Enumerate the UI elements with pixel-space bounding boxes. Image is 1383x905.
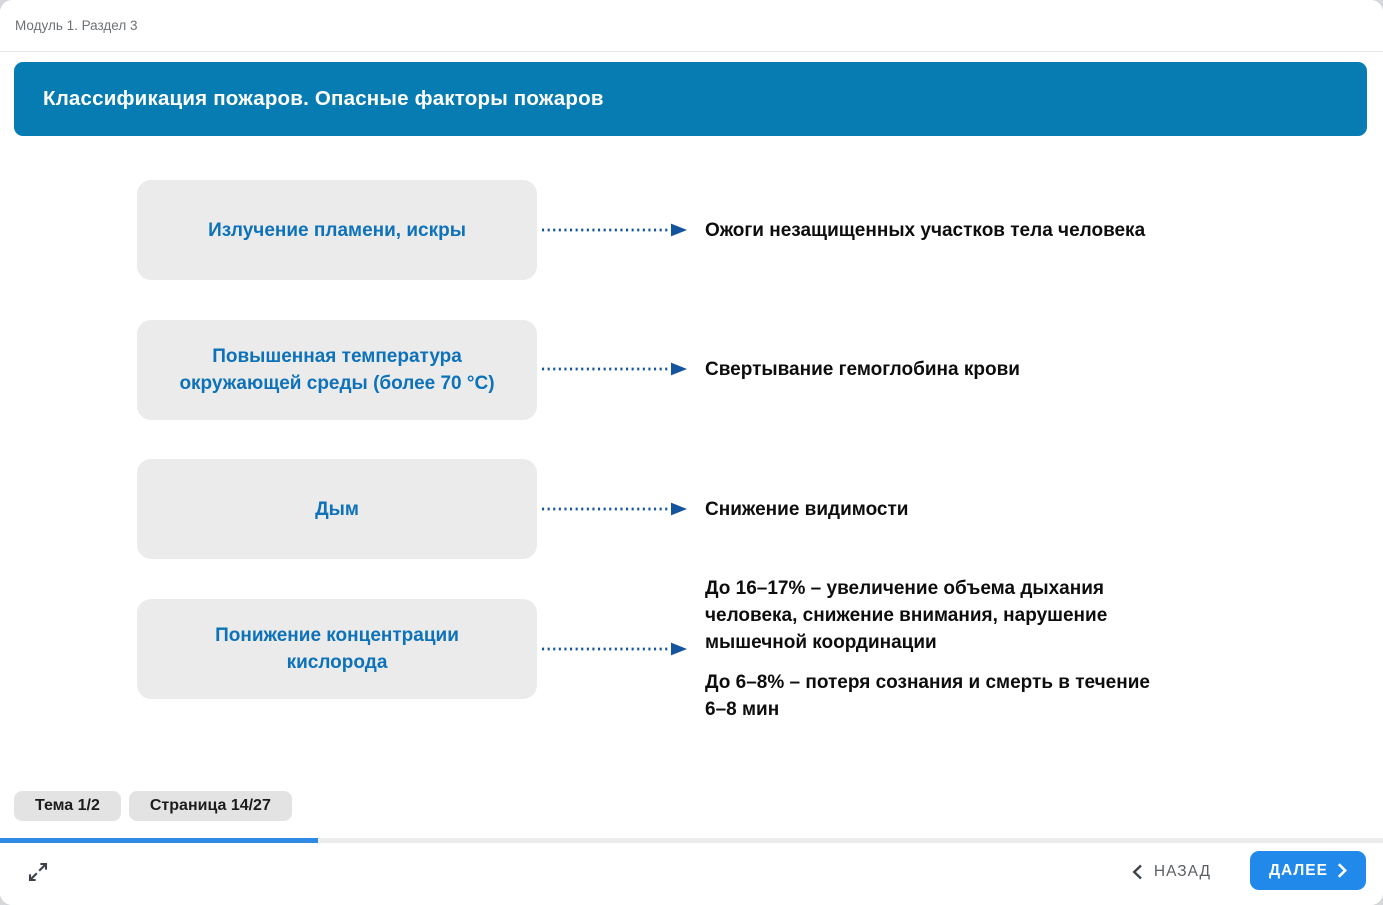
tab-topic-label: Тема 1/2 bbox=[35, 797, 100, 814]
factor-box-high-temperature bbox=[137, 320, 537, 420]
topbar bbox=[0, 0, 1383, 52]
factor-box-flame-radiation bbox=[137, 180, 537, 280]
expand-icon bbox=[26, 860, 50, 884]
arrow-right-dotted-icon bbox=[540, 361, 688, 377]
effect-line: До 6–8% – потеря сознания и смерть в течение bbox=[705, 672, 1150, 693]
effect-paragraph bbox=[705, 669, 1150, 723]
breadcrumb: Модуль 1. Раздел 3 bbox=[15, 18, 138, 33]
slide-title-banner bbox=[14, 62, 1367, 136]
factor-box-label-line: окружающей среды (более 70 °C) bbox=[179, 373, 495, 394]
page-title: Классификация пожаров. Опасные факторы пожаров bbox=[43, 87, 604, 110]
factor-box-smoke bbox=[137, 459, 537, 559]
progress-tabs bbox=[14, 791, 292, 821]
fullscreen-button[interactable] bbox=[24, 857, 54, 887]
next-button[interactable] bbox=[1250, 851, 1366, 890]
footer-nav bbox=[0, 843, 1383, 905]
factor-effect-text: Снижение видимости bbox=[705, 499, 909, 520]
factor-effect-text: Свертывание гемоглобина крови bbox=[705, 359, 1020, 380]
effect-line: мышечной координации bbox=[705, 632, 937, 653]
effect-paragraph bbox=[705, 575, 1150, 656]
factor-box-label: Излучение пламени, искры bbox=[208, 219, 466, 241]
factor-box-oxygen-decrease bbox=[137, 599, 537, 699]
tab-page-label: Страница 14/27 bbox=[149, 797, 271, 814]
effect-line: До 16–17% – увеличение объема дыхания bbox=[705, 578, 1104, 599]
arrow-right-dotted-icon bbox=[540, 641, 688, 657]
factor-box-label: Дым bbox=[315, 498, 359, 520]
arrow-right-dotted-icon bbox=[540, 222, 688, 238]
next-button-label: ДАЛЕЕ bbox=[1269, 861, 1328, 879]
factor-effect-text: Ожоги незащищенных участков тела человека bbox=[705, 220, 1146, 241]
arrow-right-dotted-icon bbox=[540, 501, 688, 517]
chevron-left-icon bbox=[1132, 864, 1143, 880]
tab-page-counter[interactable] bbox=[129, 791, 292, 821]
tab-topic-counter[interactable] bbox=[14, 791, 121, 821]
back-button[interactable] bbox=[1126, 857, 1217, 887]
factor-box-label-line: кислорода bbox=[286, 652, 388, 673]
effect-line: человека, снижение внимания, нарушение bbox=[705, 605, 1108, 626]
back-button-label: НАЗАД bbox=[1153, 863, 1211, 880]
factor-box-label-line: Повышенная температура bbox=[212, 346, 462, 367]
chevron-right-icon bbox=[1337, 863, 1347, 878]
factor-box-label-line: Понижение концентрации bbox=[215, 625, 459, 646]
factor-effect-text-block bbox=[705, 575, 1150, 723]
effect-line: 6–8 мин bbox=[705, 699, 780, 720]
